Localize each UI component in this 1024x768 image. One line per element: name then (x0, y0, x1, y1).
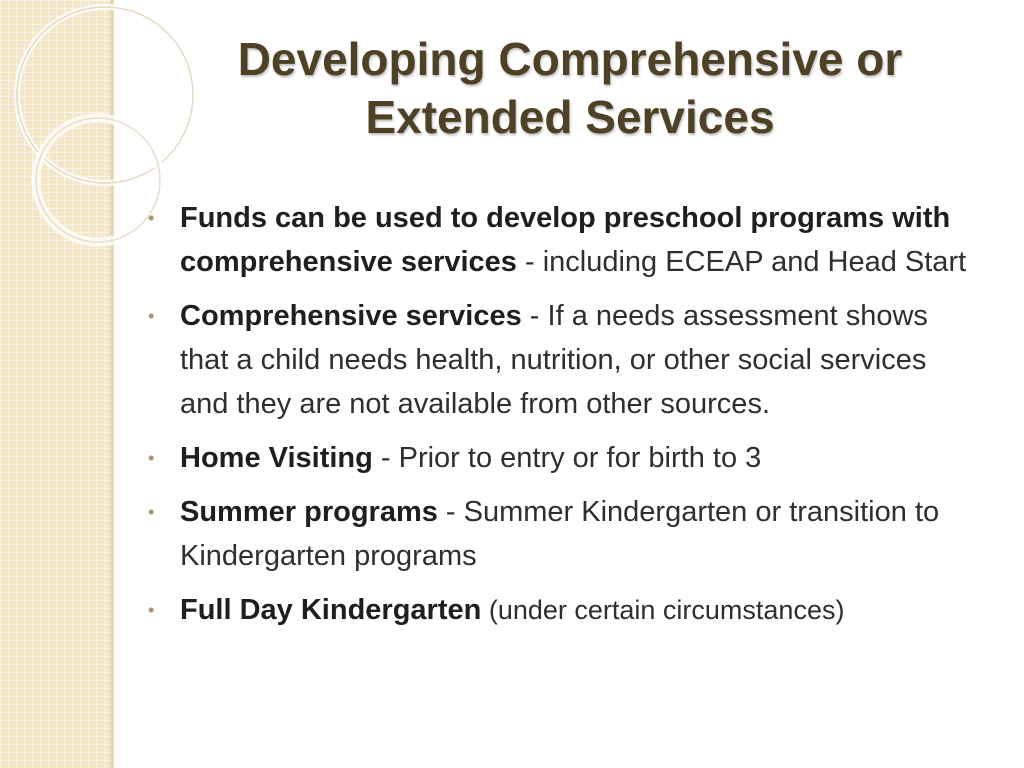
bullet-heading: Home Visiting (180, 442, 373, 474)
bullet-dot-icon: • (148, 600, 155, 620)
bullet-heading: Summer programs (180, 496, 438, 528)
bullet-item-summer-programs (148, 490, 968, 578)
bullet-item-home-visiting (148, 436, 968, 480)
bullet-text: (under certain circumstances) (481, 595, 845, 625)
bullet-dot-icon: • (148, 502, 155, 522)
bullet-heading: Comprehensive services (180, 300, 522, 332)
bullet-text: - If a needs assessment shows that a child needs health, nutrition, or other social services and they are not available from other sources. (180, 300, 928, 420)
slide-title: Developing Comprehensive or Extended Services (237, 33, 903, 143)
bullet-heading: Funds can be used to develop preschool programs with comprehensive services (180, 202, 951, 278)
bullet-dot-icon: • (148, 448, 155, 468)
bullet-dot-icon: • (148, 208, 155, 228)
bullet-item-comprehensive-services (148, 294, 968, 426)
bullet-text: - Summer Kindergarten or transition to Kindergarten programs (180, 496, 940, 572)
bullet-item-funds (148, 196, 968, 284)
bullet-text: - including ECEAP and Head Start (516, 246, 967, 278)
bullet-text: - Prior to entry or for birth to 3 (372, 442, 762, 474)
bullet-list (148, 196, 968, 642)
bullet-item-full-day-kindergarten (148, 588, 968, 632)
bullet-heading: Full Day Kindergarten (180, 594, 482, 626)
bullet-dot-icon: • (148, 306, 155, 326)
